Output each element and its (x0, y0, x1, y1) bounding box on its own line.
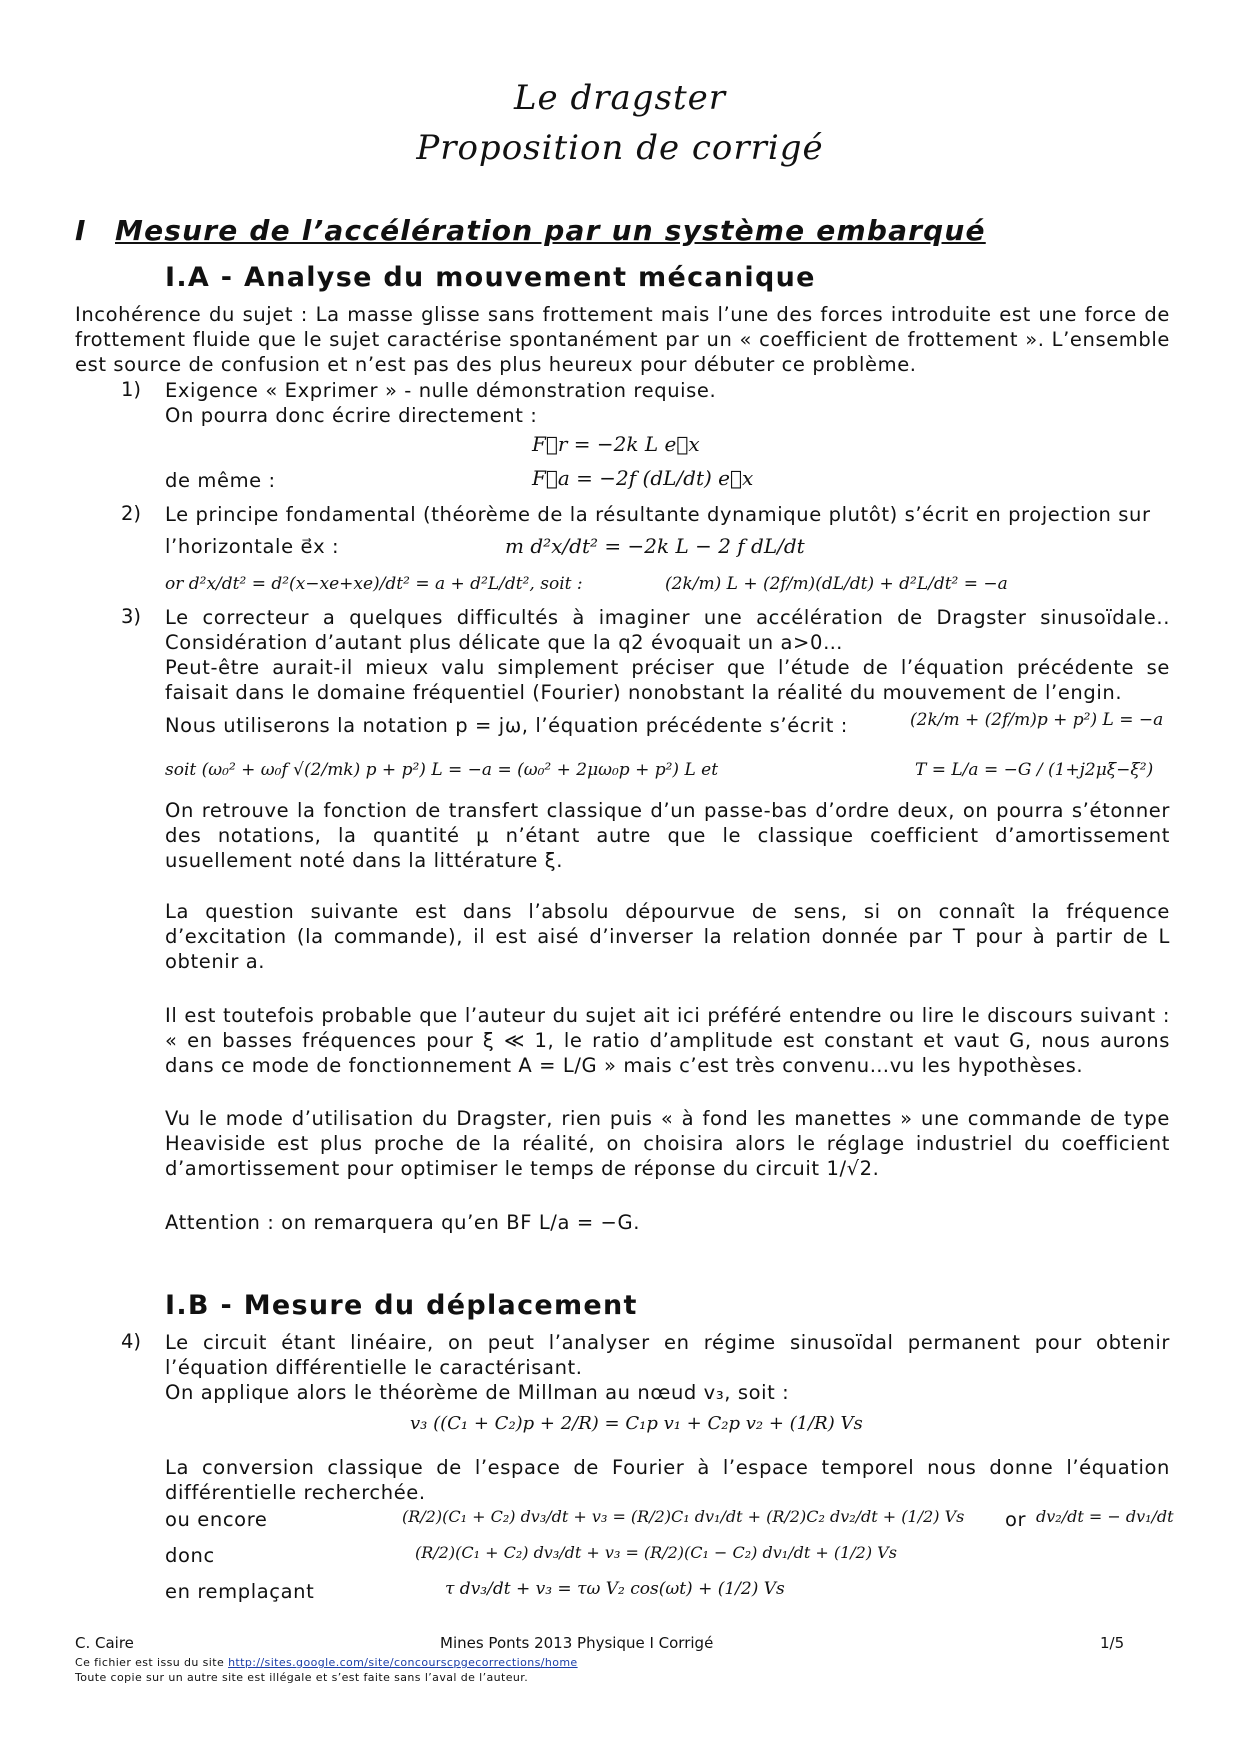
q4-equation-donc: (R/2)(C₁ + C₂) dv₃/dt + v₃ = (R/2)(C₁ − C₂) dv₁/dt + (1/2) Vs (415, 1543, 897, 1562)
q2-line2: l’horizontale e⃗x : (165, 535, 340, 558)
q4-label-encore: ou encore (165, 1508, 268, 1531)
q3-paragraph-2: Peut-être aurait-il mieux valu simplement préciser que l’étude de l’équation précédente se faisait dans le domaine fréquentiel (Fourier) nonobstant la réalité du mouvement de l’engin. (165, 656, 1170, 704)
q4-millman-equation: v₃ ((C₁ + C₂)p + 2/R) = C₁p v₁ + C₂p v₂ + (1/R) Vs (410, 1413, 863, 1434)
footer-source-link[interactable]: http://sites.google.com/site/concourscpgecorrections/home (228, 1656, 578, 1669)
q3-notation-equation: (2k/m + (2f/m)p + p²) L = −a (910, 710, 1164, 730)
q1-label: de même : (165, 469, 276, 492)
footer-author: C. Caire (75, 1634, 134, 1652)
q4-equation-or: dv₂/dt = − dv₁/dt (1036, 1507, 1174, 1526)
q1-equation-fr: F⃗r = −2k L e⃗x (532, 432, 700, 456)
intro-paragraph: Incohérence du sujet : La masse glisse sans frottement mais l’une des forces introduite est une force de frottement fluide que le sujet caractérise spontanément par un « coefficient de frottement ». L’ensemble est source de confusion et n’est pas des plus heureux pour débuter ce problème. (75, 303, 1170, 376)
q3-paragraph-3: On retrouve la fonction de transfert classique d’un passe-bas d’ordre deux, on pourra s’étonner des notations, la quantité μ n’étant autre que le classique coefficient d’amortissement usuellement noté dans la littérature ξ. (165, 799, 1170, 872)
q1-line2: On pourra donc écrire directement : (165, 404, 538, 427)
q4-equation-encore: (R/2)(C₁ + C₂) dv₃/dt + v₃ = (R/2)C₁ dv₁/dt + (R/2)C₂ dv₂/dt + (1/2) Vs (402, 1507, 965, 1526)
footer-source-note (75, 1656, 578, 1669)
footer-page-number: 1/5 (1100, 1634, 1125, 1652)
question-number: 4) (121, 1330, 142, 1353)
q4-paragraph-1: Le circuit étant linéaire, on peut l’analyser en régime sinusoïdal permanent pour obtenir l’équation différentielle le caractérisant. (165, 1331, 1170, 1379)
q3-paragraph-4: La question suivante est dans l’absolu dépourvue de sens, si on connaît la fréquence d’excitation (la commande), il est aisé d’inverser la relation donnée par T pour à partir de L obtenir a. (165, 900, 1170, 973)
q2-equation-pfd: m d²x/dt² = −2k L − 2 f dL/dt (505, 534, 805, 558)
q1-line1: Exigence « Exprimer » - nulle démonstration requise. (165, 379, 717, 402)
q4-paragraph-2: La conversion classique de l’espace de Fourier à l’espace temporel nous donne l’équation différentielle recherchée. (165, 1456, 1170, 1504)
q2-equation-or: or d²x/dt² = d²(x−xe+xe)/dt² = a + d²L/dt², soit : (165, 574, 583, 594)
q2-equation-soit: (2k/m) L + (2f/m)(dL/dt) + d²L/dt² = −a (665, 574, 1008, 594)
q4-label-remplacant: en remplaçant (165, 1580, 315, 1603)
q3-paragraph-6: Vu le mode d’utilisation du Dragster, rien puis « à fond les manettes » une commande de type Heaviside est plus proche de la réalité, on choisira alors le réglage industriel du coefficient d’amortissement pour optimiser le temps de réponse du circuit 1/√2. (165, 1107, 1170, 1180)
footer-source-prefix: Ce fichier est issu du site (75, 1656, 225, 1669)
question-number: 2) (121, 502, 142, 525)
section-heading-1 (75, 214, 986, 247)
q3-paragraph-7: Attention : on remarquera qu’en BF L/a = −G. (165, 1211, 641, 1234)
subsection-heading-ia: I.A - Analyse du mouvement mécanique (165, 262, 816, 293)
q2-line1: Le principe fondamental (théorème de la résultante dynamique plutôt) s’écrit en projection sur (165, 503, 1151, 526)
doc-subtitle: Proposition de corrigé (416, 128, 824, 168)
q3-soit-equation: soit (ω₀² + ω₀f √(2/mk) p + p²) L = −a = (ω₀² + 2μω₀p + p²) L et (165, 760, 719, 780)
doc-title: Le dragster (513, 78, 727, 118)
q3-notation-line: Nous utiliserons la notation p = jω, l’équation précédente s’écrit : (165, 714, 848, 737)
footer-copyright-note: Toute copie sur un autre site est illégale et s’est faite sans l’aval de l’auteur. (75, 1671, 529, 1684)
q3-paragraph-1: Le correcteur a quelques difficultés à imaginer une accélération de Dragster sinusoïdale.. Considération d’autant plus délicate que la q2 évoquait un a>0… (165, 606, 1170, 654)
q4-label-donc: donc (165, 1544, 215, 1567)
subsection-heading-ib: I.B - Mesure du déplacement (165, 1290, 638, 1321)
section-number: I (75, 214, 87, 247)
q1-equation-fa: F⃗a = −2f (dL/dt) e⃗x (532, 466, 754, 490)
q4-millman-line: On applique alors le théorème de Millman au nœud v₃, soit : (165, 1381, 790, 1404)
section-title: Mesure de l’accélération par un système embarqué (115, 214, 986, 247)
q4-equation-remplacant: τ dv₃/dt + v₃ = τω V₂ cos(ωt) + (1/2) Vs (445, 1579, 785, 1599)
question-number: 3) (121, 605, 142, 628)
question-number: 1) (121, 378, 142, 401)
footer-center: Mines Ponts 2013 Physique I Corrigé (440, 1634, 714, 1652)
q3-paragraph-5: Il est toutefois probable que l’auteur du sujet ait ici préféré entendre ou lire le discours suivant : « en basses fréquences pour ξ ≪ 1, le ratio d’amplitude est constant et vaut G, nous aurons dans ce mode de fonctionnement A = L/G » mais c’est très convenu…vu les hypothèses. (165, 1004, 1170, 1077)
q4-label-or: or (1005, 1508, 1027, 1531)
q3-transfer-function: T = L/a = −G / (1+j2μξ−ξ²) (915, 760, 1154, 780)
